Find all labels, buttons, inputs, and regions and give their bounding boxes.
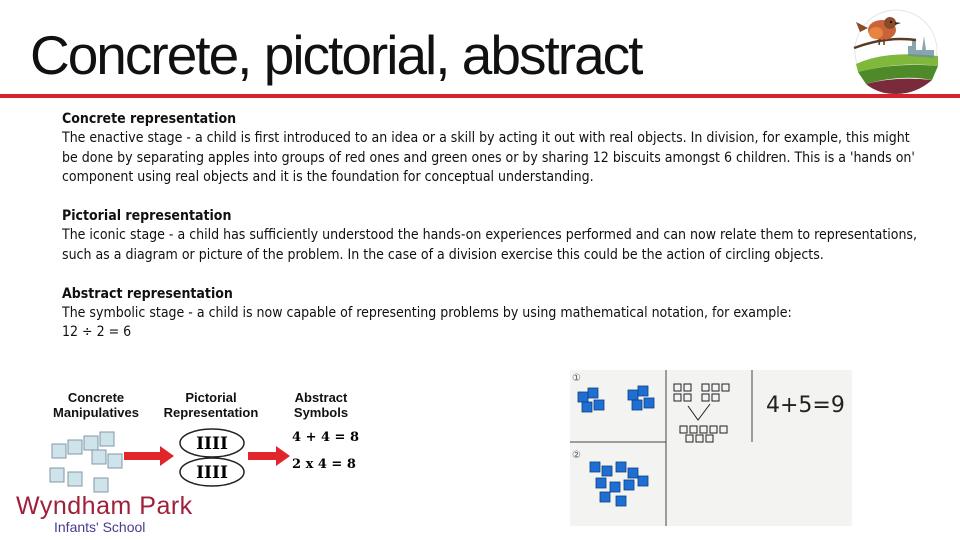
section-heading: Abstract representation xyxy=(62,285,233,302)
slide-title: Concrete, pictorial, abstract xyxy=(30,24,642,86)
school-subtitle: Infants' School xyxy=(54,519,146,535)
school-name: Wyndham Park xyxy=(16,492,193,520)
pictorial-heading-line: Pictorial xyxy=(185,390,237,405)
cube-manipulatives-icon xyxy=(50,432,122,492)
handwritten-sum: 4+5=9 xyxy=(766,393,845,418)
section-body: The symbolic stage - a child is now capable of representing problems by using mathematical notation, for example: xyxy=(62,305,792,322)
pictorial-tally: IIII xyxy=(196,434,228,454)
concrete-heading-line: Manipulatives xyxy=(53,405,139,420)
body-text xyxy=(62,110,922,362)
concrete-section xyxy=(62,110,922,188)
photo-label: ① xyxy=(572,373,581,384)
section-body: The enactive stage - a child is first introduced to an idea or a skill by acting it out with real objects. In division, for example, this might be done by separating apples into groups of red ones and green ones or by sharing 12 biscuits amongst 6 children. This is a 'hands on' component using real objects and it is the foundation for conceptual understanding. xyxy=(62,130,915,186)
symbol-equation: 2 x 4 = 8 xyxy=(292,457,356,472)
abstract-heading-line: Abstract xyxy=(294,390,348,405)
title-divider xyxy=(0,94,960,98)
abstract-heading-line: Symbols xyxy=(293,405,349,420)
pictorial-section xyxy=(62,207,922,265)
abstract-heading xyxy=(280,390,362,420)
bird-logo-icon xyxy=(846,6,946,94)
arrow-right-icon xyxy=(124,446,174,466)
section-body: The iconic stage - a child has sufficiently understood the hands-on experiences performed and can now relate them to representations, such as a diagram or picture of the problem. In the case of a division exercise this could be the action of circling objects. xyxy=(62,227,917,263)
concrete-heading-line: Concrete xyxy=(67,390,125,405)
cpa-diagram xyxy=(40,388,370,500)
pictorial-tally: IIII xyxy=(196,463,228,483)
section-heading: Concrete representation xyxy=(62,111,237,127)
symbol-equation: 4 + 4 = 8 xyxy=(292,430,360,445)
abstract-section xyxy=(62,285,922,343)
concrete-heading xyxy=(40,390,152,420)
photo-label: ② xyxy=(572,450,581,461)
example-equation: 12 ÷ 2 = 6 xyxy=(62,324,132,341)
maths-work-photo xyxy=(570,370,852,526)
section-heading: Pictorial representation xyxy=(62,208,232,225)
pictorial-heading-line: Representation xyxy=(163,405,259,420)
school-logo xyxy=(16,492,196,536)
arrow-right-icon xyxy=(248,446,290,466)
pictorial-heading xyxy=(156,390,266,420)
cpa-graphics xyxy=(40,426,370,500)
